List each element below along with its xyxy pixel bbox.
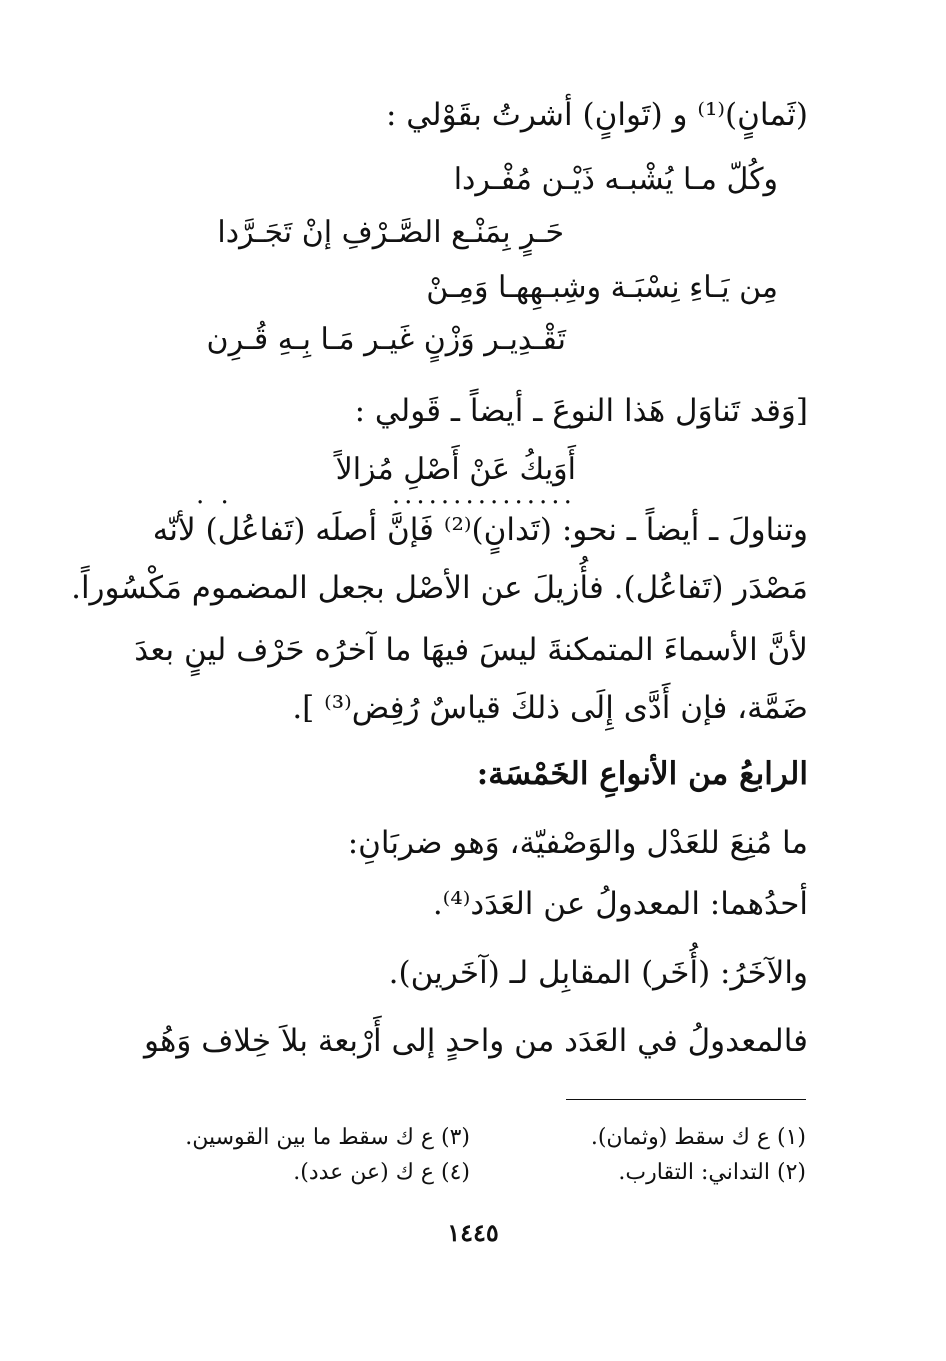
text-line-10: فالمعدولُ في العَدَد من واحدٍ إلى أَرْبعة بلاَ خِلاف وَهُو (144, 1023, 808, 1059)
text-line-1: (ثَمانٍ)⁽¹⁾ و (تَوانٍ) أشرتُ بقَوْلي : (385, 97, 808, 133)
text-line-7: ما مُنِعَ للعَدْل والوَصْفيّة، وَهو ضربَانِ: (347, 825, 808, 861)
verse-line-4: تَقْـدِيـر وَزْنٍ غَيـر مَـا بِـهِ قُـرِن (206, 322, 566, 357)
verse-line-2: حَـرٍ بِمَنْـع الصَّـرْفِ إنْ تَجَـرَّدا (217, 215, 564, 250)
text-line-9: والآخَرُ: (أُخَر) المقابِل لـ (آخَرين). (388, 955, 808, 991)
verse-line-3: مِن يَـاءِ نِسْبَـة وشِبـهِهـا وَمِـنْ (426, 270, 778, 305)
text-line-6: ضَمَّة، فإن أَدَّى إِلَى ذلكَ قياسٌ رُفِض⁽³⁾ ]. (292, 690, 808, 726)
footnote-1: (١) ع ك سقط (وثمان). (590, 1125, 806, 1150)
section-heading: الرابعُ من الأنواعِ الخَمْسَة: (476, 756, 808, 792)
footnote-3: (٣) ع ك سقط ما بين القوسين. (185, 1125, 470, 1150)
text-line-2: [وَقد تَناوَل هَذا النوعَ ـ أيضاً ـ قَولي : (354, 393, 808, 429)
page-number: ١٤٤٥ (447, 1218, 499, 1247)
text-line-8: أحدُهما: المعدولُ عن العَدَد⁽⁴⁾. (432, 886, 808, 922)
dots-left: . . (196, 480, 233, 510)
footnote-divider (566, 1099, 806, 1100)
ellipsis-dots (196, 480, 576, 510)
dots-right: ............... (391, 480, 576, 510)
footnote-2: (٢) التداني: التقارب. (618, 1160, 806, 1185)
text-line-3: وتناولَ ـ أيضاً ـ نحو: (تَدانٍ)⁽²⁾ فَإنَّ أصلَه (تَفاعُل) لأنّه (152, 512, 808, 548)
verse-hemistich: أَوَيكُ عَنْ أَصْلِ مُزالاً (335, 452, 576, 487)
verse-line-1: وكُلّ مـا يُشْبـه ذَيْـن مُفْـردا (453, 162, 778, 197)
text-line-4: مَصْدَر (تَفاعُل). فأُزيلَ عن الأصْل بجعل المضموم مَكْسُوراً. (71, 570, 808, 606)
footnote-4: (٤) ع ك (عن عدد). (293, 1160, 470, 1185)
text-line-5: لأنَّ الأسماءَ المتمكنةَ ليسَ فيهَا ما آخرُه حَرْف لينٍ بعدَ (134, 632, 808, 668)
